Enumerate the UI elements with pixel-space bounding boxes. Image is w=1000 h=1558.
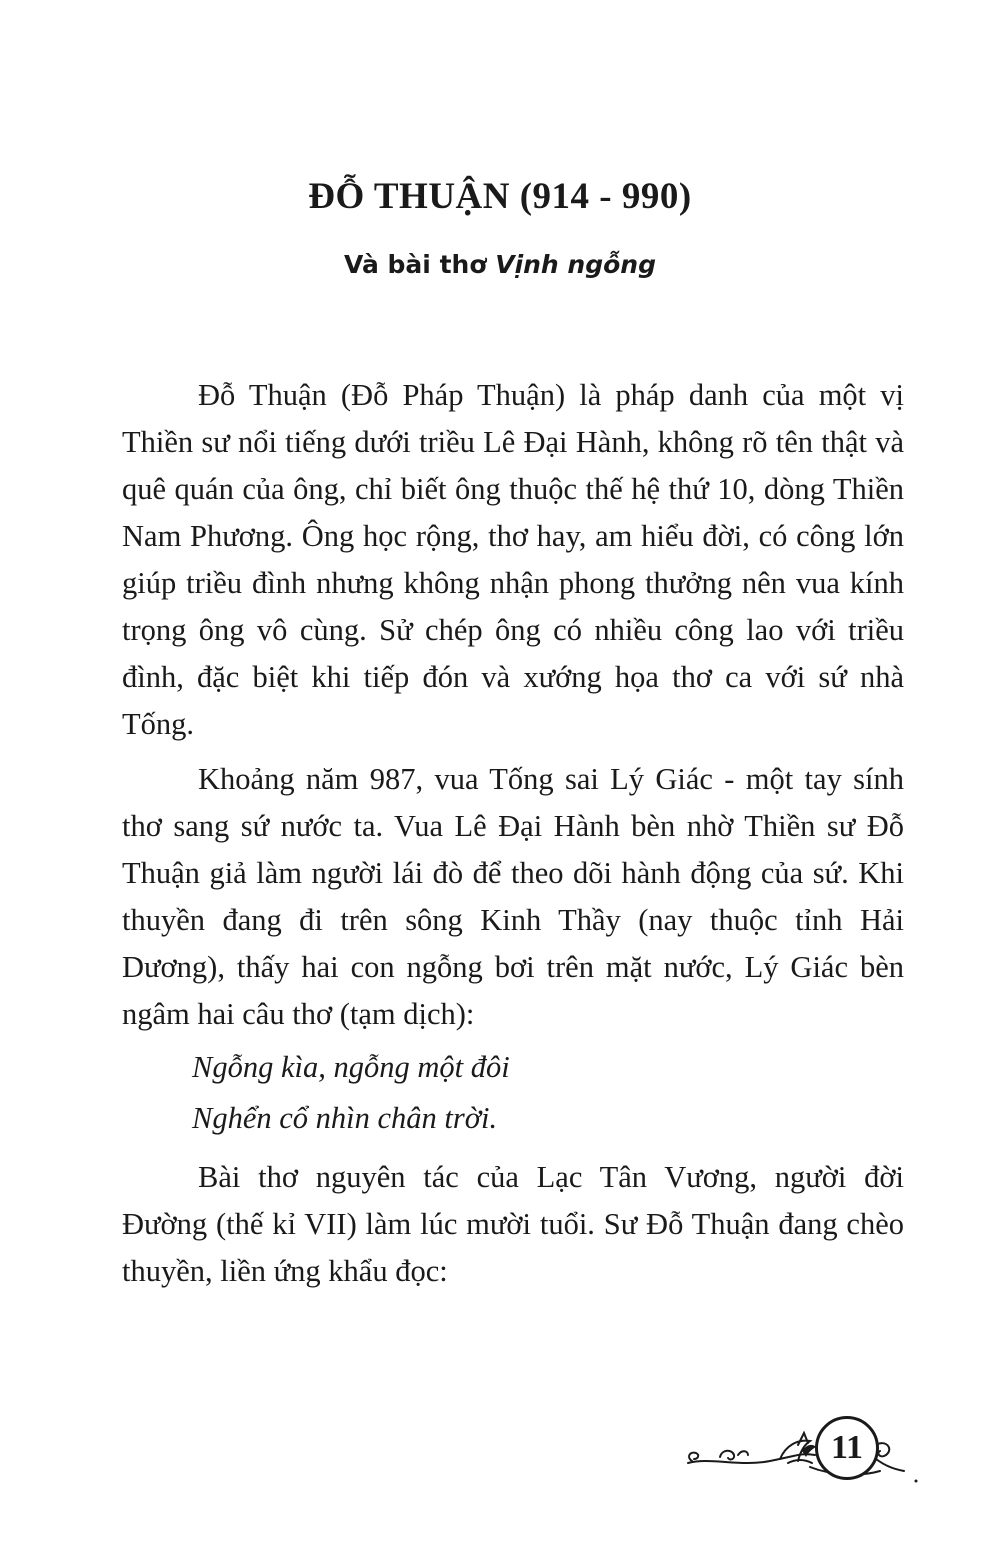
paragraph-3: Bài thơ nguyên tác của Lạc Tân Vương, người đời Đường (thế kỉ VII) làm lúc mười tuổi. Sư Đỗ Thuận đang chèo thuyền, liền ứng khẩu đọc:: [122, 1160, 904, 1288]
paragraph-2: Khoảng năm 987, vua Tống sai Lý Giác - một tay sính thơ sang sứ nước ta. Vua Lê Đại Hành bèn nhờ Thiền sư Đỗ Thuận giả làm người lái đò để theo dõi hành động của sứ. Khi thuyền đang đi trên sông Kinh Thầy (nay thuộc tỉnh Hải Dương), thấy hai con ngỗng bơi trên mặt nước, Lý Giác bèn ngâm hai câu thơ (tạm dịch):: [122, 762, 904, 1031]
chapter-title: ĐỖ THUẬN (914 - 990): [308, 176, 692, 217]
body-text: [122, 372, 904, 1295]
page-number: 11: [815, 1416, 879, 1480]
subtitle-prefix: Và bài thơ: [343, 250, 496, 279]
subtitle-poem-name: Vịnh ngỗng: [495, 250, 656, 279]
verse-line-2: Nghển cổ nhìn chân trời.: [192, 1101, 498, 1135]
paragraph-1: Đỗ Thuận (Đỗ Pháp Thuận) là pháp danh của một vị Thiền sư nổi tiếng dưới triều Lê Đại Hành, không rõ tên thật và quê quán của ông, chỉ biết ông thuộc thế hệ thứ 10, dòng Thiền Nam Phương. Ông học rộng, thơ hay, am hiểu đời, có công lớn giúp triều đình nhưng không nhận phong thưởng nên vua kính trọng ông vô cùng. Sử chép ông có nhiều công lao với triều đình, đặc biệt khi tiếp đón và xướng họa thơ ca với sứ nhà Tống.: [122, 378, 904, 741]
chapter-subtitle: [0, 250, 1000, 279]
floral-ornament-icon: [680, 1405, 920, 1485]
verse-line-1: Ngỗng kìa, ngỗng một đôi: [192, 1050, 510, 1084]
verse-block: [192, 1042, 904, 1144]
